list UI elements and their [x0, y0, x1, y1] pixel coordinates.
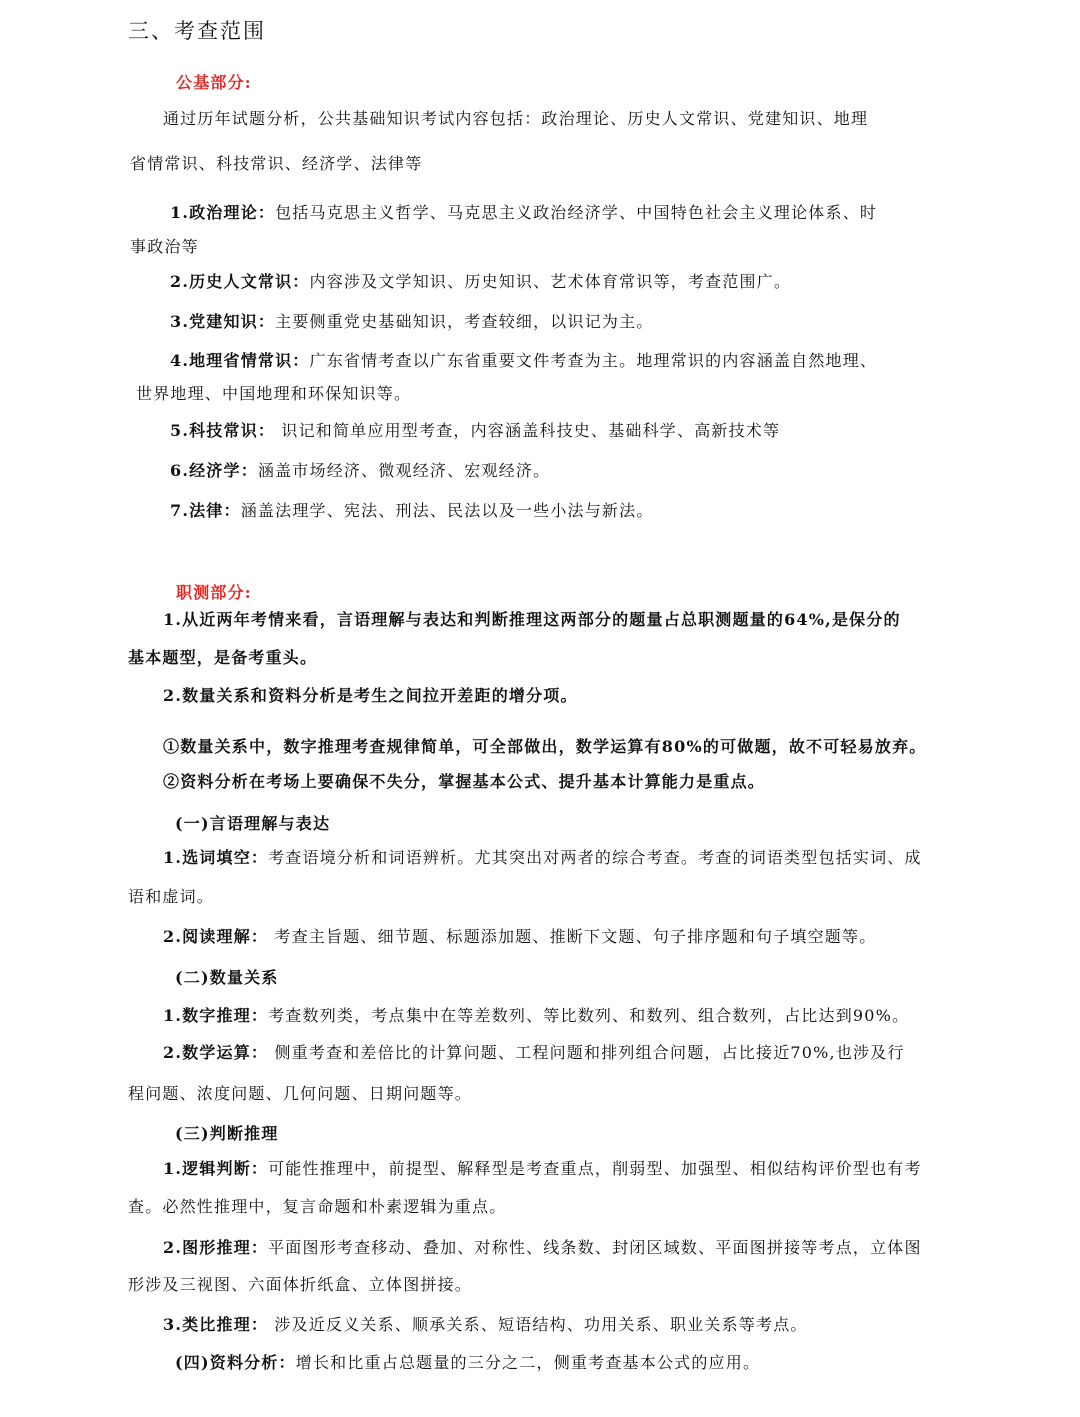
item-term: 1.逻辑判断：: [163, 1159, 269, 1178]
zhice-circled-1: ①数量关系中，数字推理考查规律简单，可全部做出，数学运算有80%的可做题，故不可轻易放弃。: [163, 737, 927, 756]
gongji-item-2: [170, 271, 791, 293]
gongji-item-3: [170, 311, 654, 333]
item-term: 2.数学运算：: [163, 1043, 269, 1062]
item-term: 2.图形推理：: [163, 1238, 269, 1257]
subsection-quant-title: (二)数量关系: [175, 968, 279, 987]
zhice-point-2: 2.数量关系和资料分析是考生之间拉开差距的增分项。: [163, 686, 578, 705]
item-text: 涵盖法理学、宪法、刑法、民法以及一些小法与新法。: [240, 501, 654, 520]
zhice-point-1-line-2: 基本题型，是备考重头。: [128, 648, 318, 667]
reasoning-item-3: [163, 1314, 808, 1336]
item-term: 3.类比推理：: [163, 1315, 269, 1334]
item-term: 6.经济学：: [170, 461, 258, 480]
gongji-item-5: [170, 420, 780, 442]
quant-item-1: [163, 1005, 909, 1027]
zhice-label: 职测部分:: [176, 583, 252, 602]
verbal-item-2: [163, 926, 876, 948]
item-term: (四)资料分析：: [175, 1353, 296, 1372]
item-term: 1.政治理论：: [170, 203, 276, 222]
zhice-point-1-line-1: 1.从近两年考情来看，言语理解与表达和判断推理这两部分的题量占总职测题量的64%,是保分的: [163, 610, 901, 629]
item-term: 7.法律：: [170, 501, 241, 520]
gongji-intro-line-1: 通过历年试题分析，公共基础知识考试内容包括：政治理论、历史人文常识、党建知识、地理: [163, 109, 869, 128]
item-text: 内容涉及文学知识、历史知识、艺术体育常识等，考查范围广。: [309, 272, 792, 291]
item-term: 5.科技常识：: [170, 421, 276, 440]
item-text: 涵盖市场经济、微观经济、宏观经济。: [257, 461, 551, 480]
gongji-label: 公基部分:: [176, 73, 252, 92]
quant-item-2: [163, 1042, 905, 1064]
item-term: 3.党建知识：: [170, 312, 276, 331]
gongji-item-6: [170, 460, 550, 482]
item-text: 考查数列类，考点集中在等差数列、等比数列、和数列、组合数列，占比达到90%。: [268, 1006, 910, 1025]
item-text: 识记和简单应用型考查，内容涵盖科技史、基础科学、高新技术等: [275, 421, 781, 440]
zhice-circled-2: ②资料分析在考场上要确保不失分，掌握基本公式、提升基本计算能力是重点。: [163, 772, 766, 791]
gongji-intro-line-2: 省情常识、科技常识、经济学、法律等: [130, 154, 423, 173]
subsection-verbal-title: (一)言语理解与表达: [175, 814, 331, 833]
gongji-item-1: [170, 202, 877, 224]
item-text: 考查语境分析和词语辨析。尤其突出对两者的综合考查。考查的词语类型包括实词、成: [268, 848, 922, 867]
reasoning-item-2-cont: 形涉及三视图、六面体折纸盒、立体图拼接。: [128, 1275, 473, 1294]
item-text: 广东省情考查以广东省重要文件考查为主。地理常识的内容涵盖自然地理、: [309, 351, 878, 370]
reasoning-item-1-cont: 查。必然性推理中，复言命题和朴素逻辑为重点。: [128, 1197, 507, 1216]
item-term: 4.地理省情常识：: [170, 351, 310, 370]
verbal-item-1: [163, 847, 922, 869]
section-heading: 三、考查范围: [128, 19, 266, 43]
item-term: 1.选词填空：: [163, 848, 269, 867]
gongji-item-4-cont: 世界地理、中国地理和环保知识等。: [136, 384, 412, 403]
data-analysis-line: [175, 1352, 760, 1374]
item-text: 考查主旨题、细节题、标题添加题、推断下文题、句子排序题和句子填空题等。: [268, 927, 877, 946]
item-text: 侧重考查和差倍比的计算问题、工程问题和排列组合问题，占比接近70%,也涉及行: [268, 1043, 905, 1062]
item-text: 可能性推理中，前提型、解释型是考查重点，削弱型、加强型、相似结构评价型也有考: [268, 1159, 922, 1178]
item-term: 2.阅读理解：: [163, 927, 269, 946]
quant-item-2-cont: 程问题、浓度问题、几何问题、日期问题等。: [128, 1084, 473, 1103]
item-text: 涉及近反义关系、顺承关系、短语结构、功用关系、职业关系等考点。: [268, 1315, 808, 1334]
gongji-item-1-cont: 事政治等: [130, 237, 199, 256]
item-term: 1.数字推理：: [163, 1006, 269, 1025]
item-text: 主要侧重党史基础知识，考查较细，以识记为主。: [275, 312, 654, 331]
verbal-item-1-cont: 语和虚词。: [128, 887, 215, 906]
item-text: 包括马克思主义哲学、马克思主义政治经济学、中国特色社会主义理论体系、时: [275, 203, 878, 222]
gongji-item-4: [170, 350, 877, 372]
item-text: 增长和比重占总题量的三分之二，侧重考查基本公式的应用。: [295, 1353, 761, 1372]
reasoning-item-2: [163, 1237, 922, 1259]
reasoning-item-1: [163, 1158, 922, 1180]
gongji-item-7: [170, 500, 654, 522]
item-term: 2.历史人文常识：: [170, 272, 310, 291]
item-text: 平面图形考查移动、叠加、对称性、线条数、封闭区域数、平面图拼接等考点，立体图: [268, 1238, 922, 1257]
subsection-reasoning-title: (三)判断推理: [175, 1124, 279, 1143]
